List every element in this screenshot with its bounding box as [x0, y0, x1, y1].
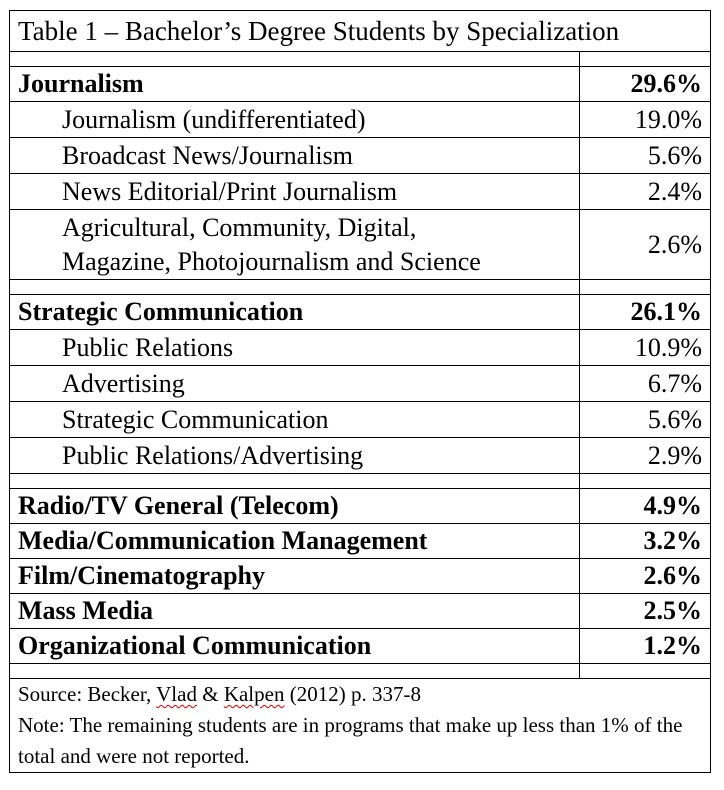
other-label: Mass Media	[10, 594, 580, 629]
source-citation	[18, 679, 702, 710]
row-label: Public Relations	[10, 330, 580, 366]
row-label-line: Agricultural, Community, Digital,	[62, 212, 417, 242]
row-value: 10.9%	[580, 330, 711, 366]
table-row	[10, 330, 711, 366]
other-label: Media/Communication Management	[10, 524, 580, 559]
other-label: Organizational Communication	[10, 629, 580, 664]
note-text: Note: The remaining students are in programs that make up less than 1% of the total and were not reported.	[18, 713, 683, 768]
other-value: 4.9%	[580, 489, 711, 524]
spacer-row	[10, 280, 711, 295]
table-notes	[10, 679, 711, 773]
row-value: 5.6%	[580, 138, 711, 174]
row-value: 2.9%	[580, 438, 711, 474]
table-row	[10, 174, 711, 210]
other-row	[10, 524, 711, 559]
other-row	[10, 594, 711, 629]
other-label: Radio/TV General (Telecom)	[10, 489, 580, 524]
source-author-vlad: Vlad	[156, 682, 197, 706]
group-row-journalism	[10, 67, 711, 102]
group-row-strategic-communication	[10, 295, 711, 330]
specialization-table	[9, 10, 711, 773]
row-label: Advertising	[10, 366, 580, 402]
table-row	[10, 438, 711, 474]
row-value: 5.6%	[580, 402, 711, 438]
source-suffix: (2012) p. 337-8	[284, 682, 421, 706]
row-label-line: Magazine, Photojournalism and Science	[62, 246, 481, 276]
title-row	[10, 11, 711, 52]
group-label: Journalism	[10, 67, 580, 102]
other-value: 2.5%	[580, 594, 711, 629]
other-row	[10, 559, 711, 594]
other-value: 2.6%	[580, 559, 711, 594]
row-label: Journalism (undifferentiated)	[10, 102, 580, 138]
table-title: Table 1 – Bachelor’s Degree Students by Specialization	[10, 11, 711, 52]
row-value: 2.4%	[580, 174, 711, 210]
spacer-row	[10, 52, 711, 67]
row-label	[10, 210, 580, 280]
table-row	[10, 210, 711, 280]
row-label: Strategic Communication	[10, 402, 580, 438]
other-row	[10, 629, 711, 664]
table-row	[10, 138, 711, 174]
spacer-row	[10, 664, 711, 679]
other-value: 1.2%	[580, 629, 711, 664]
other-value: 3.2%	[580, 524, 711, 559]
table-row	[10, 402, 711, 438]
other-label: Film/Cinematography	[10, 559, 580, 594]
source-prefix: Source: Becker,	[18, 682, 157, 706]
row-label: News Editorial/Print Journalism	[10, 174, 580, 210]
group-value: 29.6%	[580, 67, 711, 102]
row-label: Broadcast News/Journalism	[10, 138, 580, 174]
table-row	[10, 366, 711, 402]
group-label: Strategic Communication	[10, 295, 580, 330]
row-value: 6.7%	[580, 366, 711, 402]
row-value: 2.6%	[580, 210, 711, 280]
source-middle: &	[196, 682, 224, 706]
group-value: 26.1%	[580, 295, 711, 330]
row-label: Public Relations/Advertising	[10, 438, 580, 474]
source-author-kalpen: Kalpen	[223, 682, 285, 706]
spacer-row	[10, 474, 711, 489]
notes-row	[10, 679, 711, 773]
other-row	[10, 489, 711, 524]
row-value: 19.0%	[580, 102, 711, 138]
table-row	[10, 102, 711, 138]
